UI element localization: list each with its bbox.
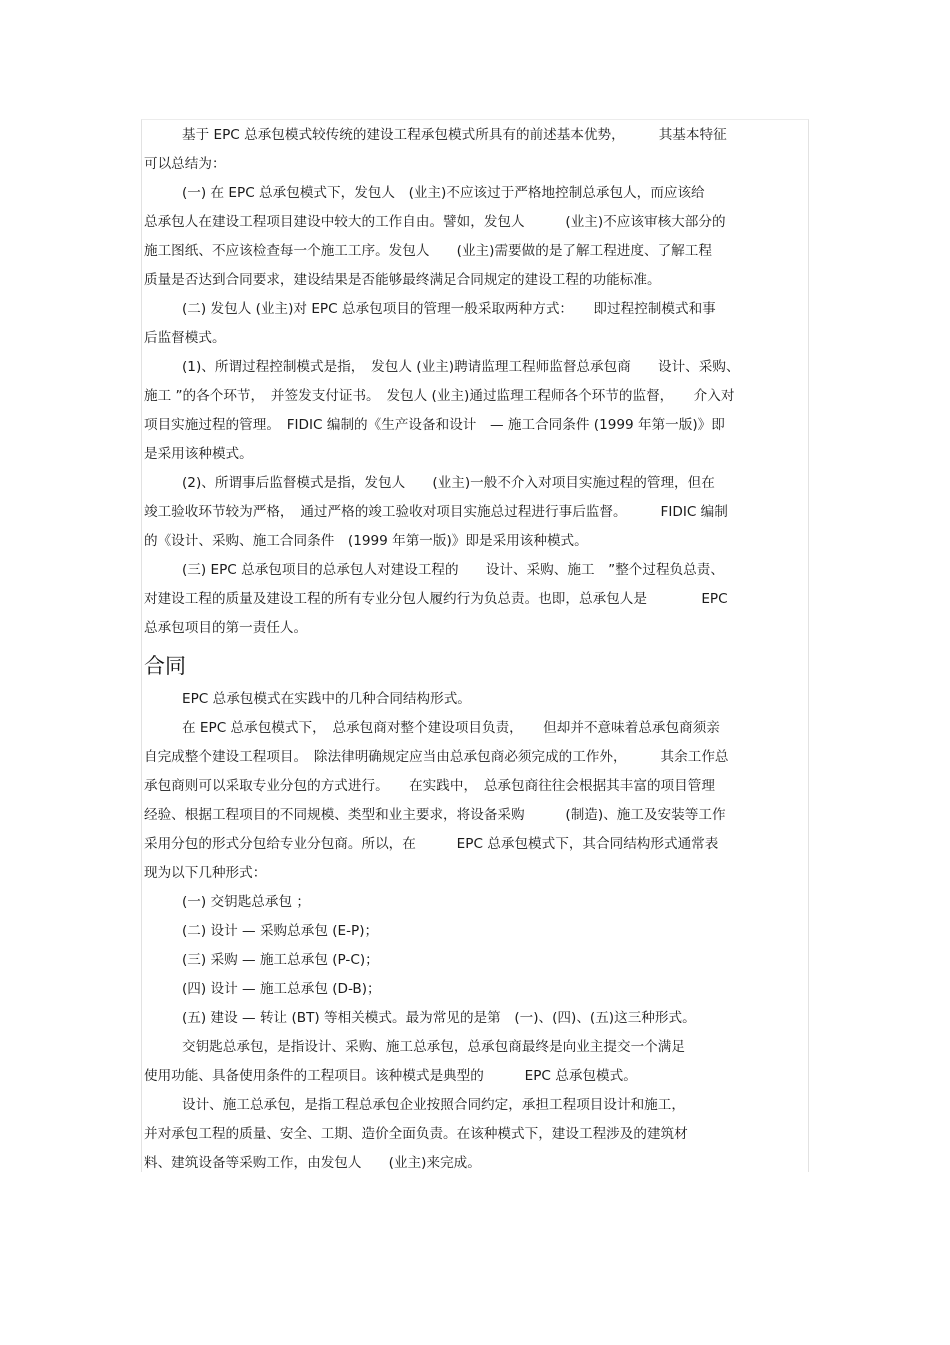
paragraph-line: (三) EPC 总承包项目的总承包人对建设工程的 设计、采购、施工 ”整个过程负总责、 bbox=[182, 562, 724, 578]
list-item: (二) 设计 — 采购总承包 (E-P)； bbox=[182, 923, 379, 939]
paragraph-line: 自完成整个建设工程项目。 除法律明确规定应当由总承包商必须完成的工作外， 其余工作总 bbox=[144, 749, 729, 765]
paragraph-line: (一) 在 EPC 总承包模式下，发包人 (业主)不应该过于严格地控制总承包人，而应该给 bbox=[182, 185, 705, 201]
document-body bbox=[144, 121, 804, 1178]
paragraph-line: 采用分包的形式分包给专业分包商。所以，在 EPC 总承包模式下，其合同结构形式通常表 bbox=[144, 836, 719, 852]
paragraph-line: 质量是否达到合同要求，建设结果是否能够最终满足合同规定的建设工程的功能标准。 bbox=[144, 272, 661, 288]
paragraph-line: (2)、所谓事后监督模式是指，发包人 (业主)一般不介入对项目实施过程的管理，但在 bbox=[182, 475, 715, 491]
paragraph-line: 在 EPC 总承包模式下， 总承包商对整个建设项目负责， 但却并不意味着总承包商须亲 bbox=[182, 720, 720, 736]
paragraph-line: 基于 EPC 总承包模式较传统的建设工程承包模式所具有的前述基本优势， 其基本特征 bbox=[182, 127, 727, 143]
paragraph-line: EPC 总承包模式在实践中的几种合同结构形式。 bbox=[182, 691, 471, 707]
paragraph-line: 设计、施工总承包，是指工程总承包企业按照合同约定，承担工程项目设计和施工， bbox=[182, 1097, 685, 1113]
paragraph-line: 使用功能、具备使用条件的工程项目。该种模式是典型的 EPC 总承包模式。 bbox=[144, 1068, 637, 1084]
list-item: (三) 采购 — 施工总承包 (P-C)； bbox=[182, 952, 379, 968]
paragraph-line: 的《设计、采购、施工合同条件 (1999 年第一版)》即是采用该种模式。 bbox=[144, 533, 588, 549]
paragraph-line: 项目实施过程的管理。 FIDIC 编制的《生产设备和设计 — 施工合同条件 (1999 年第一版)》即 bbox=[144, 417, 725, 433]
paragraph-line: 竣工验收环节较为严格， 通过严格的竣工验收对项目实施总过程进行事后监督。 FIDIC 编制 bbox=[144, 504, 728, 520]
paragraph-line: 交钥匙总承包，是指设计、采购、施工总承包，总承包商最终是向业主提交一个满足 bbox=[182, 1039, 685, 1055]
paragraph-line: 是采用该种模式。 bbox=[144, 446, 253, 462]
paragraph-line: 料、建筑设备等采购工作，由发包人 (业主)来完成。 bbox=[144, 1155, 481, 1171]
list-item: (一) 交钥匙总承包 ； bbox=[182, 894, 310, 910]
list-item: (五) 建设 — 转让 (BT) 等相关模式。最为常见的是第 (一)、(四)、(五)这三种形式。 bbox=[182, 1010, 696, 1026]
paragraph-line: 对建设工程的质量及建设工程的所有专业分包人履约行为负总责。也即，总承包人是 EPC bbox=[144, 591, 728, 607]
paragraph-line: 承包商则可以采取专业分包的方式进行。 在实践中， 总承包商往往会根据其丰富的项目管理 bbox=[144, 778, 715, 794]
paragraph-line: 后监督模式。 bbox=[144, 330, 226, 346]
list-item: (四) 设计 — 施工总承包 (D-B)； bbox=[182, 981, 381, 997]
paragraph-line: 现为以下几种形式： bbox=[144, 865, 267, 881]
paragraph-line: 总承包人在建设工程项目建设中较大的工作自由。譬如，发包人 (业主)不应该审核大部分的 bbox=[144, 214, 726, 230]
paragraph-line: 施工 ”的各个环节， 并签发支付证书。 发包人 (业主)通过监理工程师各个环节的监督， 介入对 bbox=[144, 388, 735, 404]
paragraph-line: (二) 发包人 (业主)对 EPC 总承包项目的管理一般采取两种方式： 即过程控制模式和事 bbox=[182, 301, 716, 317]
paragraph-line: (1)、所谓过程控制模式是指， 发包人 (业主)聘请监理工程师监督总承包商 设计、采购、 bbox=[182, 359, 740, 375]
paragraph-line: 并对承包工程的质量、安全、工期、造价全面负责。在该种模式下，建设工程涉及的建筑材 bbox=[144, 1126, 688, 1142]
section-heading: 合同 bbox=[144, 654, 186, 678]
paragraph-line: 总承包项目的第一责任人。 bbox=[144, 620, 308, 636]
paragraph-line: 可以总结为： bbox=[144, 156, 226, 172]
paragraph-line: 经验、根据工程项目的不同规模、类型和业主要求，将设备采购 (制造)、施工及安装等工作 bbox=[144, 807, 726, 823]
paragraph-line: 施工图纸、不应该检查每一个施工工序。发包人 (业主)需要做的是了解工程进度、了解工程 bbox=[144, 243, 712, 259]
